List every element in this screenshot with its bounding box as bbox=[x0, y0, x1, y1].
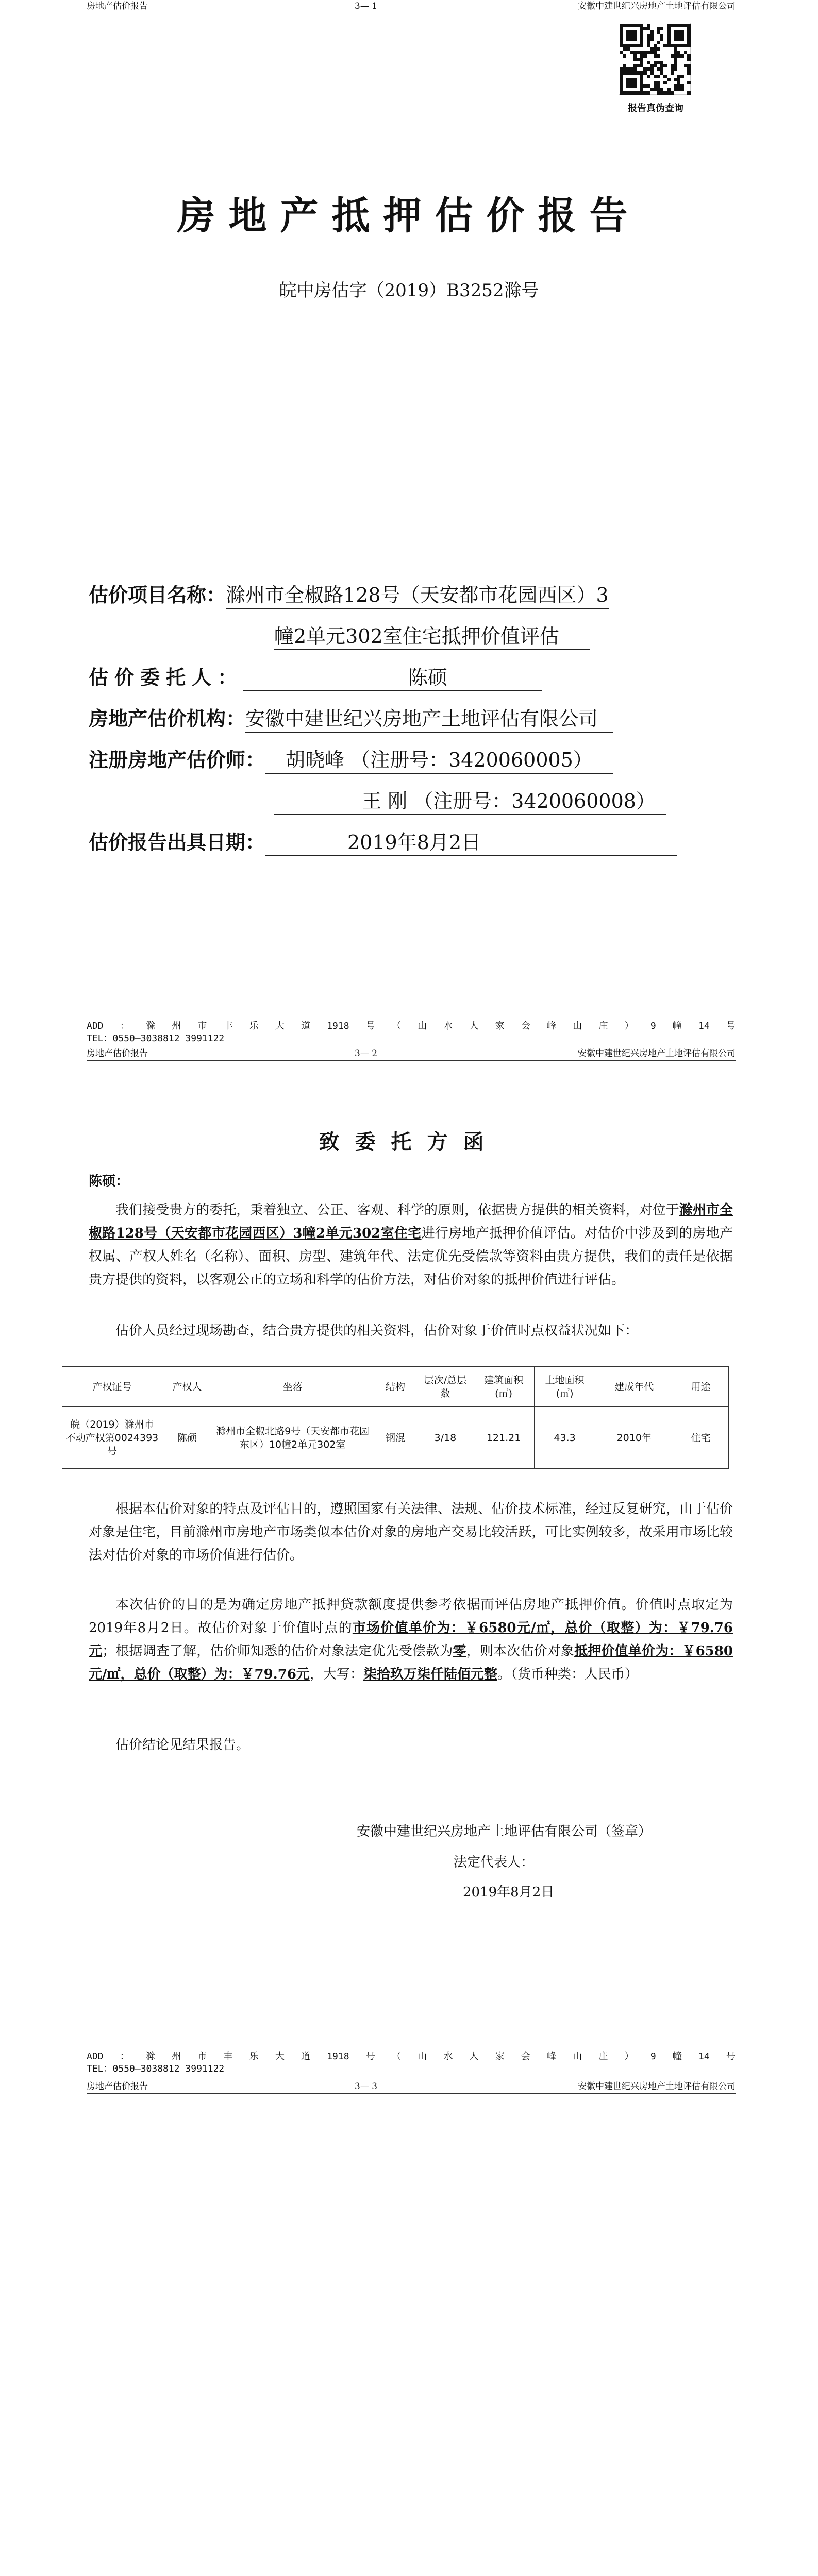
qr-module bbox=[680, 75, 684, 78]
footer-address-char: 大 bbox=[275, 2051, 285, 2062]
qr-module bbox=[647, 34, 650, 38]
header-right: 安徽中建世纪兴房地产土地评估有限公司 bbox=[578, 1048, 736, 1059]
qr-module bbox=[650, 34, 654, 38]
qr-module bbox=[674, 58, 677, 61]
page-2 bbox=[0, 1048, 818, 2089]
qr-module bbox=[640, 81, 643, 85]
qr-module bbox=[684, 24, 688, 27]
header-left: 房地产估价报告 bbox=[87, 2081, 148, 2092]
qr-module bbox=[657, 75, 660, 78]
qr-module bbox=[667, 27, 671, 31]
letter-salutation: 陈硕： bbox=[89, 1174, 129, 1189]
qr-module bbox=[620, 34, 623, 38]
table-header: 坐落 bbox=[212, 1367, 373, 1407]
page-footer bbox=[87, 2048, 736, 2075]
footer-address-char: 乐 bbox=[249, 2051, 259, 2062]
qr-module bbox=[637, 71, 640, 75]
qr-module bbox=[687, 34, 691, 38]
qr-module bbox=[630, 91, 633, 95]
qr-module bbox=[674, 64, 677, 68]
footer-address-char: ： bbox=[120, 2051, 129, 2062]
qr-module bbox=[654, 44, 657, 47]
footer-address-char: 人 bbox=[469, 1021, 479, 1031]
qr-module bbox=[620, 41, 623, 44]
footer-address-char: 号 bbox=[726, 1021, 736, 1031]
footer-address-char: 道 bbox=[301, 2051, 311, 2062]
p4-mortgage-value: 抵押价值单价为：￥6580元/㎡，总价（取整）为：￥79.76元 bbox=[89, 1643, 733, 1682]
qr-module bbox=[654, 64, 657, 68]
qr-module bbox=[663, 64, 667, 68]
qr-module bbox=[640, 91, 643, 95]
qr-module bbox=[671, 54, 674, 58]
footer-address-char: 1918 bbox=[327, 2051, 349, 2062]
footer-address-char: 乐 bbox=[249, 1021, 259, 1031]
table-cell: 3/18 bbox=[418, 1407, 473, 1469]
qr-module bbox=[630, 67, 633, 71]
table-cell: 滁州市全椒北路9号（天安都市花园东区）10幢2单元302室 bbox=[212, 1407, 373, 1469]
footer-address-char: 市 bbox=[197, 2051, 207, 2062]
qr-module bbox=[640, 44, 643, 47]
table-header: 用途 bbox=[673, 1367, 729, 1407]
footer-address-char: 幢 bbox=[672, 1021, 682, 1031]
footer-address-char: 幢 bbox=[672, 2051, 682, 2062]
qr-module bbox=[687, 91, 691, 95]
footer-address-char: 号 bbox=[365, 1021, 375, 1031]
p1-text-a: 我们接受贵方的委托，秉着独立、公正、客观、科学的原则，依据贵方提供的相关资料，对位于 bbox=[115, 1202, 679, 1218]
appraiser-label: 注册房地产估价师： bbox=[89, 749, 265, 771]
qr-module bbox=[623, 54, 627, 58]
table-cell: 住宅 bbox=[673, 1407, 729, 1469]
p4-text-c: ；根据调查了解，估价师知悉的估价对象法定优先受偿款为 bbox=[102, 1643, 453, 1659]
footer-tel: TEL：0550—3038812 3991122 bbox=[87, 1033, 225, 1044]
page-header bbox=[87, 2081, 736, 2094]
qr-module bbox=[630, 51, 633, 55]
qr-module bbox=[671, 67, 674, 71]
qr-module bbox=[630, 44, 633, 47]
qr-module bbox=[663, 81, 667, 85]
qr-module bbox=[630, 37, 633, 41]
qr-module bbox=[677, 37, 681, 41]
header-page-number: 3— 1 bbox=[355, 1, 378, 11]
qr-module bbox=[657, 54, 660, 58]
qr-module bbox=[663, 44, 667, 47]
qr-module bbox=[640, 34, 643, 38]
table-header: 产权证号 bbox=[62, 1367, 162, 1407]
footer-address-char: 市 bbox=[197, 1021, 207, 1031]
qr-module bbox=[687, 27, 691, 31]
table-header: 结构 bbox=[373, 1367, 418, 1407]
footer-address-char: 水 bbox=[443, 1021, 453, 1031]
qr-module bbox=[654, 54, 657, 58]
qr-module bbox=[637, 51, 640, 55]
qr-module bbox=[667, 41, 671, 44]
footer-address-char: 9 bbox=[650, 2051, 656, 2062]
footer-address-char: 滁 bbox=[145, 1021, 155, 1031]
qr-module bbox=[684, 64, 688, 68]
client-value bbox=[243, 665, 542, 691]
qr-module bbox=[640, 51, 643, 55]
qr-module bbox=[637, 64, 640, 68]
qr-module bbox=[660, 37, 664, 41]
qr-module bbox=[660, 71, 664, 75]
qr-module bbox=[620, 51, 623, 55]
agency-label: 房地产估价机构： bbox=[89, 707, 246, 730]
project-label: 估价项目名称： bbox=[89, 584, 226, 606]
qr-module bbox=[687, 81, 691, 85]
qr-module bbox=[677, 44, 681, 47]
footer-address-char: 号 bbox=[365, 2051, 375, 2062]
header-right: 安徽中建世纪兴房地产土地评估有限公司 bbox=[578, 2081, 736, 2092]
footer-address-char: 水 bbox=[443, 2051, 453, 2062]
table-header: 层次/总层数 bbox=[418, 1367, 473, 1407]
table-header: 建成年代 bbox=[595, 1367, 673, 1407]
qr-module bbox=[654, 51, 657, 55]
qr-module bbox=[677, 88, 681, 92]
qr-module bbox=[630, 81, 633, 85]
qr-module bbox=[647, 84, 650, 88]
project-value-line2: 幢2单元302室住宅抵押价值评估 bbox=[274, 623, 590, 650]
qr-module bbox=[657, 47, 660, 51]
qr-module bbox=[680, 54, 684, 58]
footer-address-char: 州 bbox=[172, 1021, 181, 1031]
date-text: 2019年8月2日 bbox=[347, 831, 481, 854]
qr-module bbox=[671, 24, 674, 27]
header-left: 房地产估价报告 bbox=[87, 1048, 148, 1059]
table-header-row bbox=[62, 1367, 729, 1407]
p4-text-g: ，大写： bbox=[309, 1667, 363, 1682]
signature-company: 安徽中建世纪兴房地产土地评估有限公司（签章） bbox=[357, 1824, 652, 1839]
table-cell: 陈硕 bbox=[162, 1407, 212, 1469]
letter-title: 致委托方函 bbox=[319, 1130, 499, 1154]
appraiser-row bbox=[89, 747, 613, 774]
qr-module bbox=[680, 88, 684, 92]
report-title: 房地产抵押估价报告 bbox=[177, 194, 641, 238]
project-value-line1: 滁州市全椒路128号（天安都市花园西区）3 bbox=[226, 582, 609, 609]
p1-property-address: 滁州市全椒路128号（天安都市花园西区）3幢2单元302室住宅 bbox=[89, 1202, 733, 1241]
page-3 bbox=[0, 2081, 818, 2576]
qr-module bbox=[640, 64, 643, 68]
project-name-row-2 bbox=[274, 623, 590, 650]
qr-module bbox=[633, 34, 637, 38]
signature-representative: 法定代表人： bbox=[454, 1855, 535, 1870]
qr-module bbox=[671, 91, 674, 95]
qr-caption: 报告真伪查询 bbox=[628, 103, 683, 114]
footer-address-char: 号 bbox=[726, 2051, 736, 2062]
footer-address-char: 峰 bbox=[547, 1021, 557, 1031]
footer-address-char: （ bbox=[391, 1021, 401, 1031]
qr-module bbox=[687, 64, 691, 68]
header-page-number: 3— 3 bbox=[355, 2081, 378, 2092]
footer-address-char: 1918 bbox=[327, 1021, 349, 1031]
letter-paragraph-4 bbox=[89, 1594, 733, 1686]
table-row bbox=[62, 1407, 729, 1469]
qr-module bbox=[677, 24, 681, 27]
qr-module bbox=[657, 41, 660, 44]
qr-module bbox=[654, 75, 657, 78]
qr-module bbox=[667, 78, 671, 81]
qr-module bbox=[637, 91, 640, 95]
qr-module bbox=[633, 81, 637, 85]
letter-paragraph-5: 估价结论见结果报告。 bbox=[115, 1737, 250, 1753]
date-value bbox=[265, 829, 677, 856]
client-name: 陈硕 bbox=[408, 666, 448, 689]
letter-paragraph-1 bbox=[89, 1199, 733, 1292]
footer-address-char: 滁 bbox=[145, 2051, 155, 2062]
footer-address-char: ADD bbox=[87, 2051, 104, 2062]
signature-date: 2019年8月2日 bbox=[463, 1885, 555, 1900]
qr-module bbox=[684, 44, 688, 47]
qr-module bbox=[687, 58, 691, 61]
qr-module bbox=[637, 58, 640, 61]
table-cell: 钢混 bbox=[373, 1407, 418, 1469]
agency-value: 安徽中建世纪兴房地产土地评估有限公司 bbox=[245, 706, 613, 733]
page-header bbox=[87, 1048, 736, 1061]
footer-address-char: ADD bbox=[87, 1021, 104, 1031]
qr-module bbox=[623, 91, 627, 95]
qr-module bbox=[671, 71, 674, 75]
property-table bbox=[62, 1366, 729, 1469]
qr-module bbox=[640, 75, 643, 78]
qr-module bbox=[660, 91, 664, 95]
qr-module bbox=[674, 67, 677, 71]
qr-module bbox=[677, 81, 681, 85]
qr-module bbox=[650, 37, 654, 41]
p4-market-value: 市场价值单价为：￥6580元/㎡，总价（取整）为：￥79.76元 bbox=[89, 1620, 733, 1659]
qr-module bbox=[687, 41, 691, 44]
qr-module bbox=[647, 91, 650, 95]
qr-module bbox=[623, 24, 627, 27]
footer-address-char: 峰 bbox=[547, 2051, 557, 2062]
footer-address-char: 山 bbox=[573, 2051, 582, 2062]
footer-address-char: 家 bbox=[495, 2051, 505, 2062]
p4-text-i: 。（货币种类：人民币） bbox=[497, 1667, 638, 1682]
qr-module bbox=[687, 67, 691, 71]
letter-paragraph-2: 估价人员经过现场勘查，结合贵方提供的相关资料，估价对象于价值时点权益状况如下： bbox=[115, 1323, 639, 1338]
qr-module bbox=[647, 41, 650, 44]
header-page-number: 3— 2 bbox=[355, 1048, 378, 1059]
p4-amount-in-words: 柒拾玖万柒仟陆佰元整 bbox=[363, 1667, 497, 1682]
qr-module bbox=[637, 44, 640, 47]
footer-address-char: 会 bbox=[521, 1021, 530, 1031]
qr-module bbox=[677, 54, 681, 58]
table-header: 产权人 bbox=[162, 1367, 212, 1407]
table-header: 土地面积(㎡) bbox=[534, 1367, 595, 1407]
qr-module bbox=[687, 71, 691, 75]
agency-row bbox=[89, 706, 613, 733]
qr-module bbox=[671, 44, 674, 47]
footer-address-char: 庄 bbox=[598, 2051, 608, 2062]
qr-module bbox=[620, 27, 623, 31]
table-cell: 皖（2019）滁州市不动产权第0024393号 bbox=[62, 1407, 162, 1469]
qr-module bbox=[637, 24, 640, 27]
document-number: 皖中房估字（2019）B3252滁号 bbox=[279, 280, 539, 301]
p4-priority-amount: 零 bbox=[453, 1643, 466, 1659]
footer-address-char: 丰 bbox=[223, 1021, 233, 1031]
footer-address-char: ） bbox=[624, 1021, 634, 1031]
qr-module bbox=[663, 75, 667, 78]
footer-address-char: 人 bbox=[469, 2051, 479, 2062]
appraiser-row-2 bbox=[274, 788, 666, 815]
appraiser-2: 王 刚 （注册号：3420060008） bbox=[274, 788, 666, 815]
client-label: 估价委托人： bbox=[89, 666, 244, 689]
footer-address-char: 山 bbox=[418, 2051, 427, 2062]
footer-address-char: 道 bbox=[301, 1021, 311, 1031]
qr-module bbox=[663, 91, 667, 95]
qr-module bbox=[680, 37, 684, 41]
qr-module bbox=[657, 81, 660, 85]
qr-module bbox=[660, 67, 664, 71]
header-left: 房地产估价报告 bbox=[87, 1, 148, 11]
footer-address-char: ： bbox=[120, 1021, 129, 1031]
qr-module bbox=[620, 75, 623, 78]
qr-module bbox=[654, 81, 657, 85]
p4-text-e: ，则本次估价对象 bbox=[466, 1643, 575, 1659]
qr-module bbox=[677, 34, 681, 38]
table-cell: 121.21 bbox=[473, 1407, 535, 1469]
qr-module bbox=[623, 71, 627, 75]
footer-address-char: ） bbox=[624, 2051, 634, 2062]
qr-module bbox=[643, 54, 647, 58]
qr-module bbox=[633, 67, 637, 71]
qr-module bbox=[623, 67, 627, 71]
footer-address-char: 庄 bbox=[598, 1021, 608, 1031]
qr-module bbox=[647, 51, 650, 55]
qr-module bbox=[630, 34, 633, 38]
qr-module bbox=[623, 64, 627, 68]
qr-module bbox=[640, 41, 643, 44]
qr-module bbox=[687, 44, 691, 47]
page-footer bbox=[87, 1018, 736, 1045]
footer-address-char: 家 bbox=[495, 1021, 505, 1031]
qr-module bbox=[623, 44, 627, 47]
qr-module bbox=[630, 84, 633, 88]
footer-address-char: 14 bbox=[698, 2051, 710, 2062]
qr-module bbox=[630, 24, 633, 27]
qr-module bbox=[620, 88, 623, 92]
footer-address-char: 大 bbox=[275, 1021, 285, 1031]
p4-text-a: 本次估价的目的是为确定房地产抵押贷款额度提供参考依据而评估房地产抵押价值。价值时点取定为2019年8月2日。故估价对象于价值时点的 bbox=[89, 1597, 733, 1636]
footer-tel: TEL：0550—3038812 3991122 bbox=[87, 2063, 225, 2074]
qr-code-icon[interactable] bbox=[619, 23, 691, 95]
qr-module bbox=[647, 44, 650, 47]
qr-module bbox=[677, 51, 681, 55]
qr-module bbox=[633, 37, 637, 41]
page-1 bbox=[0, 0, 818, 1056]
table-cell: 2010年 bbox=[595, 1407, 673, 1469]
table-cell: 43.3 bbox=[534, 1407, 595, 1469]
letter-paragraph-3: 根据本估价对象的特点及评估目的，遵照国家有关法律、法规、估价技术标准，经过反复研究，由于估价对象是住宅，目前滁州市房地产市场类似本估价对象的房地产交易比较活跃，可比实例较多，故采用市场比较法对估价对象的市场价值进行估价。 bbox=[89, 1501, 733, 1563]
qr-module bbox=[647, 61, 650, 64]
footer-address bbox=[87, 2050, 736, 2063]
footer-address-char: 州 bbox=[172, 2051, 181, 2062]
header-right: 安徽中建世纪兴房地产土地评估有限公司 bbox=[578, 1, 736, 11]
qr-module bbox=[620, 81, 623, 85]
page-header bbox=[87, 1, 736, 13]
qr-module bbox=[633, 84, 637, 88]
footer-address-char: 9 bbox=[650, 1021, 656, 1031]
footer-address bbox=[87, 1020, 736, 1032]
qr-module bbox=[640, 58, 643, 61]
qr-module bbox=[647, 67, 650, 71]
client-row bbox=[89, 665, 542, 691]
qr-module bbox=[654, 88, 657, 92]
qr-module bbox=[667, 88, 671, 92]
qr-module bbox=[647, 75, 650, 78]
qr-module bbox=[677, 75, 681, 78]
qr-module bbox=[623, 47, 627, 51]
table-header: 建筑面积(㎡) bbox=[473, 1367, 535, 1407]
qr-module bbox=[660, 64, 664, 68]
qr-module bbox=[660, 88, 664, 92]
qr-module bbox=[680, 34, 684, 38]
footer-address-char: 山 bbox=[418, 1021, 427, 1031]
date-label: 估价报告出具日期： bbox=[89, 831, 265, 854]
footer-address-char: （ bbox=[391, 2051, 401, 2062]
p1-text-c: 进行房地产抵押价值评估。对估价中涉及到的房地产权属、产权人姓名（名称）、面积、房型、建筑年代、法定优先受偿款等资料由贵方提供，我们的责任是依据贵方提供的资料，以客观公正的立场和科学的估价方法，对估价对象的抵押价值进行评估。 bbox=[89, 1226, 733, 1287]
qr-module bbox=[671, 64, 674, 68]
project-name-row bbox=[89, 582, 609, 609]
date-row bbox=[89, 829, 677, 856]
footer-address-char: 会 bbox=[521, 2051, 530, 2062]
qr-module bbox=[660, 27, 664, 31]
footer-address-char: 山 bbox=[573, 1021, 582, 1031]
qr-module bbox=[630, 71, 633, 75]
footer-address-char: 14 bbox=[698, 1021, 710, 1031]
qr-module bbox=[640, 27, 643, 31]
qr-module bbox=[640, 88, 643, 92]
appraiser-1: 胡晓峰 （注册号：3420060005） bbox=[265, 747, 613, 774]
qr-module bbox=[647, 27, 650, 31]
qr-module bbox=[667, 34, 671, 38]
qr-module bbox=[660, 34, 664, 38]
qr-module bbox=[684, 51, 688, 55]
qr-module bbox=[650, 67, 654, 71]
footer-address-char: 丰 bbox=[223, 2051, 233, 2062]
